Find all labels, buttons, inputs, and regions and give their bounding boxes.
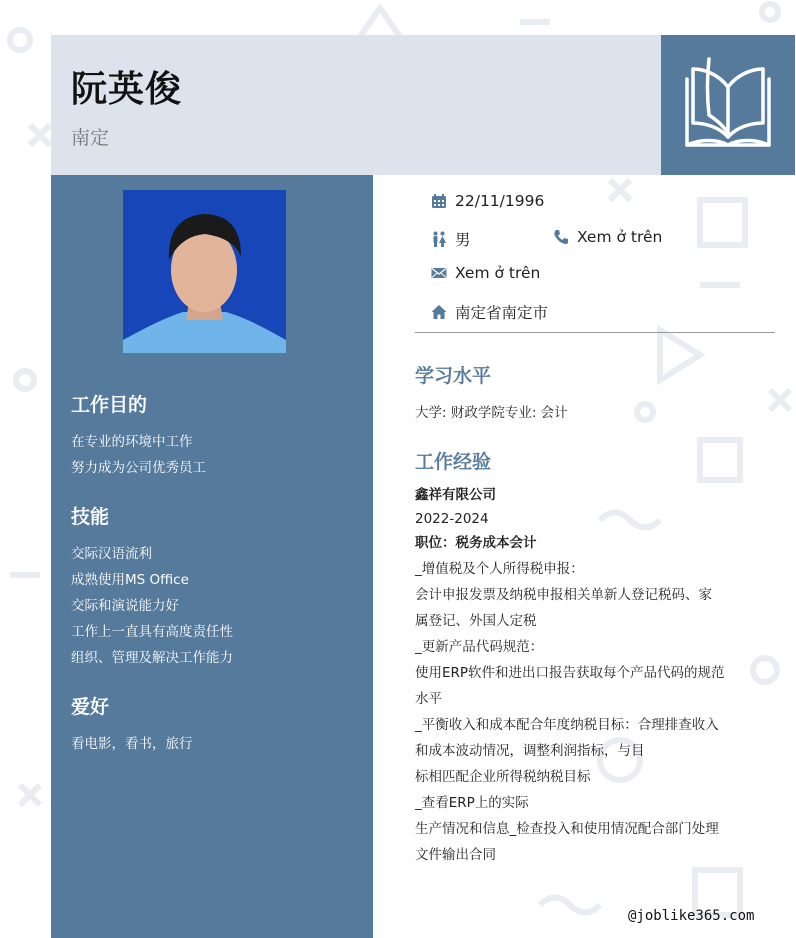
experience-line: 文件输出合同	[415, 847, 496, 863]
job-position: 职位：税务成本会计	[415, 535, 537, 551]
education-title: 学习水平	[415, 365, 492, 387]
divider	[415, 332, 775, 333]
experience-line: 和成本波动情况，调整利润指标，与目	[415, 743, 645, 759]
email-text: Xem ở trên	[455, 264, 541, 282]
experience-line: 水平	[415, 691, 442, 707]
skill-item: 交际汉语流利	[71, 546, 152, 562]
objective-line: 努力成为公司优秀员工	[71, 460, 206, 476]
objective-title: 工作目的	[71, 394, 148, 416]
contact-phone	[553, 228, 662, 246]
main-content	[373, 175, 796, 938]
book-icon	[681, 57, 775, 151]
experience-block	[415, 484, 755, 868]
objective-line: 在专业的环境中工作	[71, 434, 193, 450]
contact-gender	[431, 228, 471, 250]
logo-box	[661, 35, 795, 175]
header-banner	[51, 35, 661, 175]
address-text: 南定省南定市	[455, 304, 549, 322]
experience-line: _更新产品代码规范：	[415, 639, 544, 655]
contact-birthdate	[431, 192, 544, 210]
experience-line: _查看ERP上的实际	[415, 795, 529, 811]
home-icon	[431, 304, 447, 320]
contact-email	[431, 264, 540, 282]
gender-icon	[431, 231, 447, 247]
hobbies-section	[71, 692, 361, 757]
experience-line: 生产情况和信息_检查投入和使用情况配合部门处理	[415, 821, 719, 837]
education-text: 大学: 财政学院专业: 会计	[415, 405, 568, 421]
skill-item: 组织、管理及解决工作能力	[71, 650, 233, 666]
skills-section	[71, 502, 361, 671]
experience-line: 属登记、外国人定税	[415, 613, 537, 629]
skill-item: 交际和演说能力好	[71, 598, 179, 614]
candidate-name: 阮英俊	[71, 69, 183, 110]
hobbies-title: 爱好	[71, 696, 110, 718]
experience-line: _平衡收入和成本配合年度纳税目标：合理排查收入	[415, 717, 719, 733]
experience-line: 会计申报发票及纳税申报相关单新人登记税码、家	[415, 587, 712, 603]
birthdate-text: 22/11/1996	[455, 192, 545, 210]
work-period: 2022-2024	[415, 511, 489, 527]
experience-line: 使用ERP软件和进出口报告获取每个产品代码的规范	[415, 665, 725, 681]
candidate-location: 南定	[71, 127, 110, 149]
contact-address	[431, 301, 548, 323]
company-name: 鑫祥有限公司	[415, 487, 496, 503]
site-watermark: @joblike365.com	[628, 908, 755, 924]
phone-icon	[553, 229, 569, 245]
email-icon	[431, 265, 447, 281]
calendar-icon	[431, 193, 447, 209]
skill-item: 工作上一直具有高度责任性	[71, 624, 233, 640]
skills-title: 技能	[71, 506, 110, 528]
sidebar	[51, 175, 373, 938]
skill-item: 成熟使用MS Office	[71, 572, 189, 588]
experience-line: _增值税及个人所得税申报：	[415, 561, 584, 577]
experience-line: 标相匹配企业所得税纳税目标	[415, 769, 591, 785]
objective-section	[71, 390, 361, 481]
experience-title: 工作经验	[415, 451, 492, 473]
profile-photo	[123, 190, 286, 353]
gender-text: 男	[455, 231, 471, 249]
phone-text: Xem ở trên	[577, 228, 663, 246]
hobby-item: 看电影，看书，旅行	[71, 736, 193, 752]
